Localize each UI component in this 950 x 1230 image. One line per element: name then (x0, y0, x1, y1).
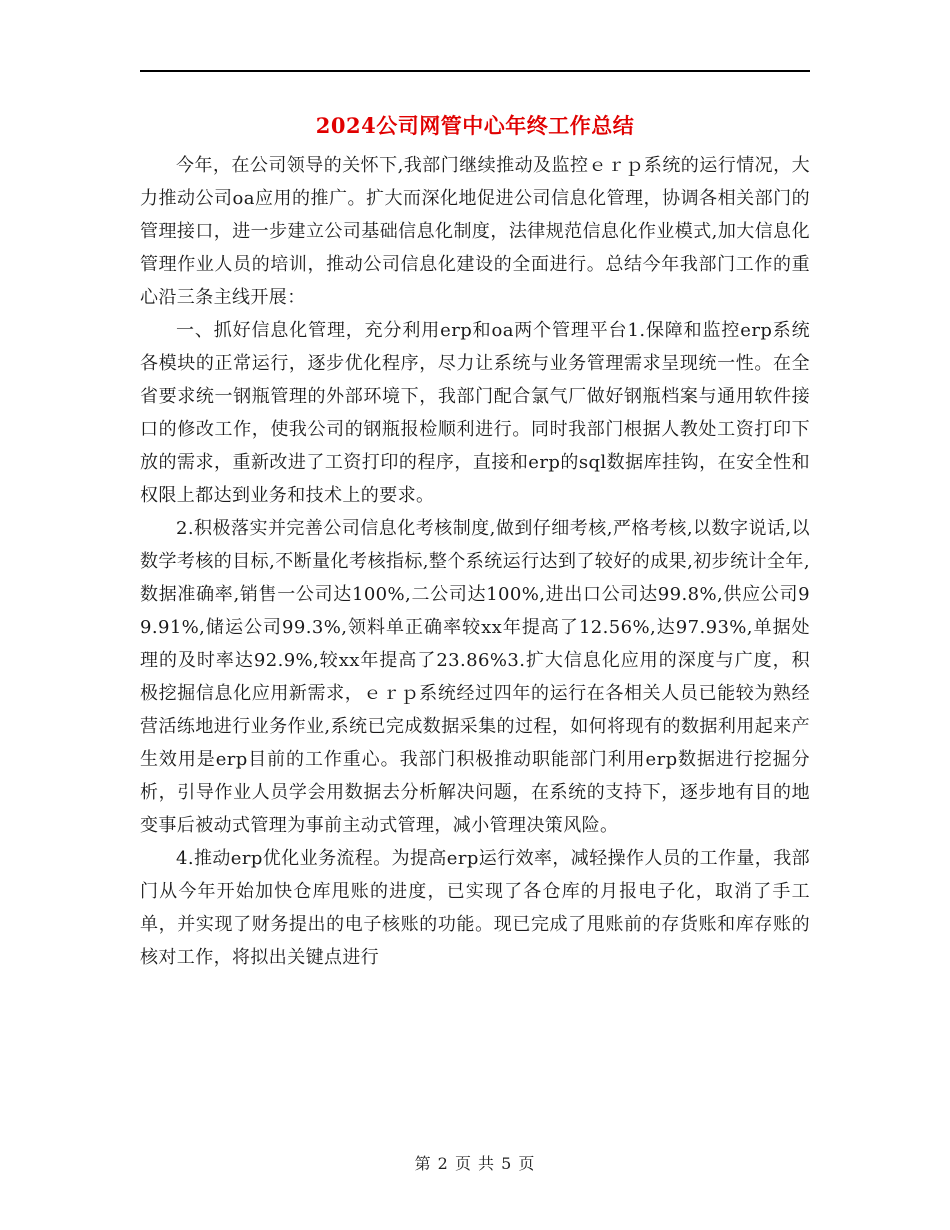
page-number: 第 2 页 共 5 页 (414, 1154, 536, 1173)
paragraph-section-2: 2.积极落实并完善公司信息化考核制度,做到仔细考核,严格考核,以数字说话,以数学考核的目标,不断量化考核指标,整个系统运行达到了较好的成果,初步统计全年,数据准确率,销售一公司达100%,二公司达100%,进出口公司达99.8%,供应公司99.91%,储运公司99.3%,领料单正确率较xx年提高了12.56%,达97.93%,单据处理的及时率达92.9%,较xx年提高了23.86%3.扩大信息化应用的深度与广度，积极挖掘信息化应用新需求，ｅｒｐ系统经过四年的运行在各相关人员已能较为熟经营活练地进行业务作业,系统已完成数据采集的过程，如何将现有的数据利用起来产生效用是erp目前的工作重心。我部门积极推动职能部门利用erp数据进行挖掘分析，引导作业人员学会用数据去分析解决问题，在系统的支持下，逐步地有目的地变事后被动式管理为事前主动式管理，减小管理决策风险。 (140, 518, 810, 836)
paragraph-intro: 今年，在公司领导的关怀下,我部门继续推动及监控ｅｒｐ系统的运行情况，大力推动公司oa应用的推广。扩大而深化地促进公司信息化管理，协调各相关部门的管理接口，进一步建立公司基础信息化制度，法律规范信息化作业模式,加大信息化管理作业人员的培训，推动公司信息化建设的全面进行。总结今年我部门工作的重心沿三条主线开展： (140, 155, 810, 308)
document-title: 2024公司网管中心年终工作总结 (315, 113, 635, 138)
paragraph-section-1: 一、抓好信息化管理，充分利用erp和oa两个管理平台1.保障和监控erp系统各模块的正常运行，逐步优化程序，尽力让系统与业务管理需求呈现统一性。在全省要求统一钢瓶管理的外部环境下，我部门配合氯气厂做好钢瓶档案与通用软件接口的修改工作，使我公司的钢瓶报检顺利进行。同时我部门根据人教处工资打印下放的需求，重新改进了工资打印的程序，直接和erp的sql数据库挂钩，在安全性和权限上都达到业务和技术上的要求。 (140, 320, 810, 506)
header-rule (140, 70, 810, 72)
document-body (140, 149, 810, 974)
paragraph-section-4: 4.推动erp优化业务流程。为提高erp运行效率，减轻操作人员的工作量，我部门从今年开始加快仓库甩账的进度，已实现了各仓库的月报电子化，取消了手工单，并实现了财务提出的电子核账的功能。现已完成了甩账前的存货账和库存账的核对工作，将拟出关键点进行 (140, 848, 810, 968)
